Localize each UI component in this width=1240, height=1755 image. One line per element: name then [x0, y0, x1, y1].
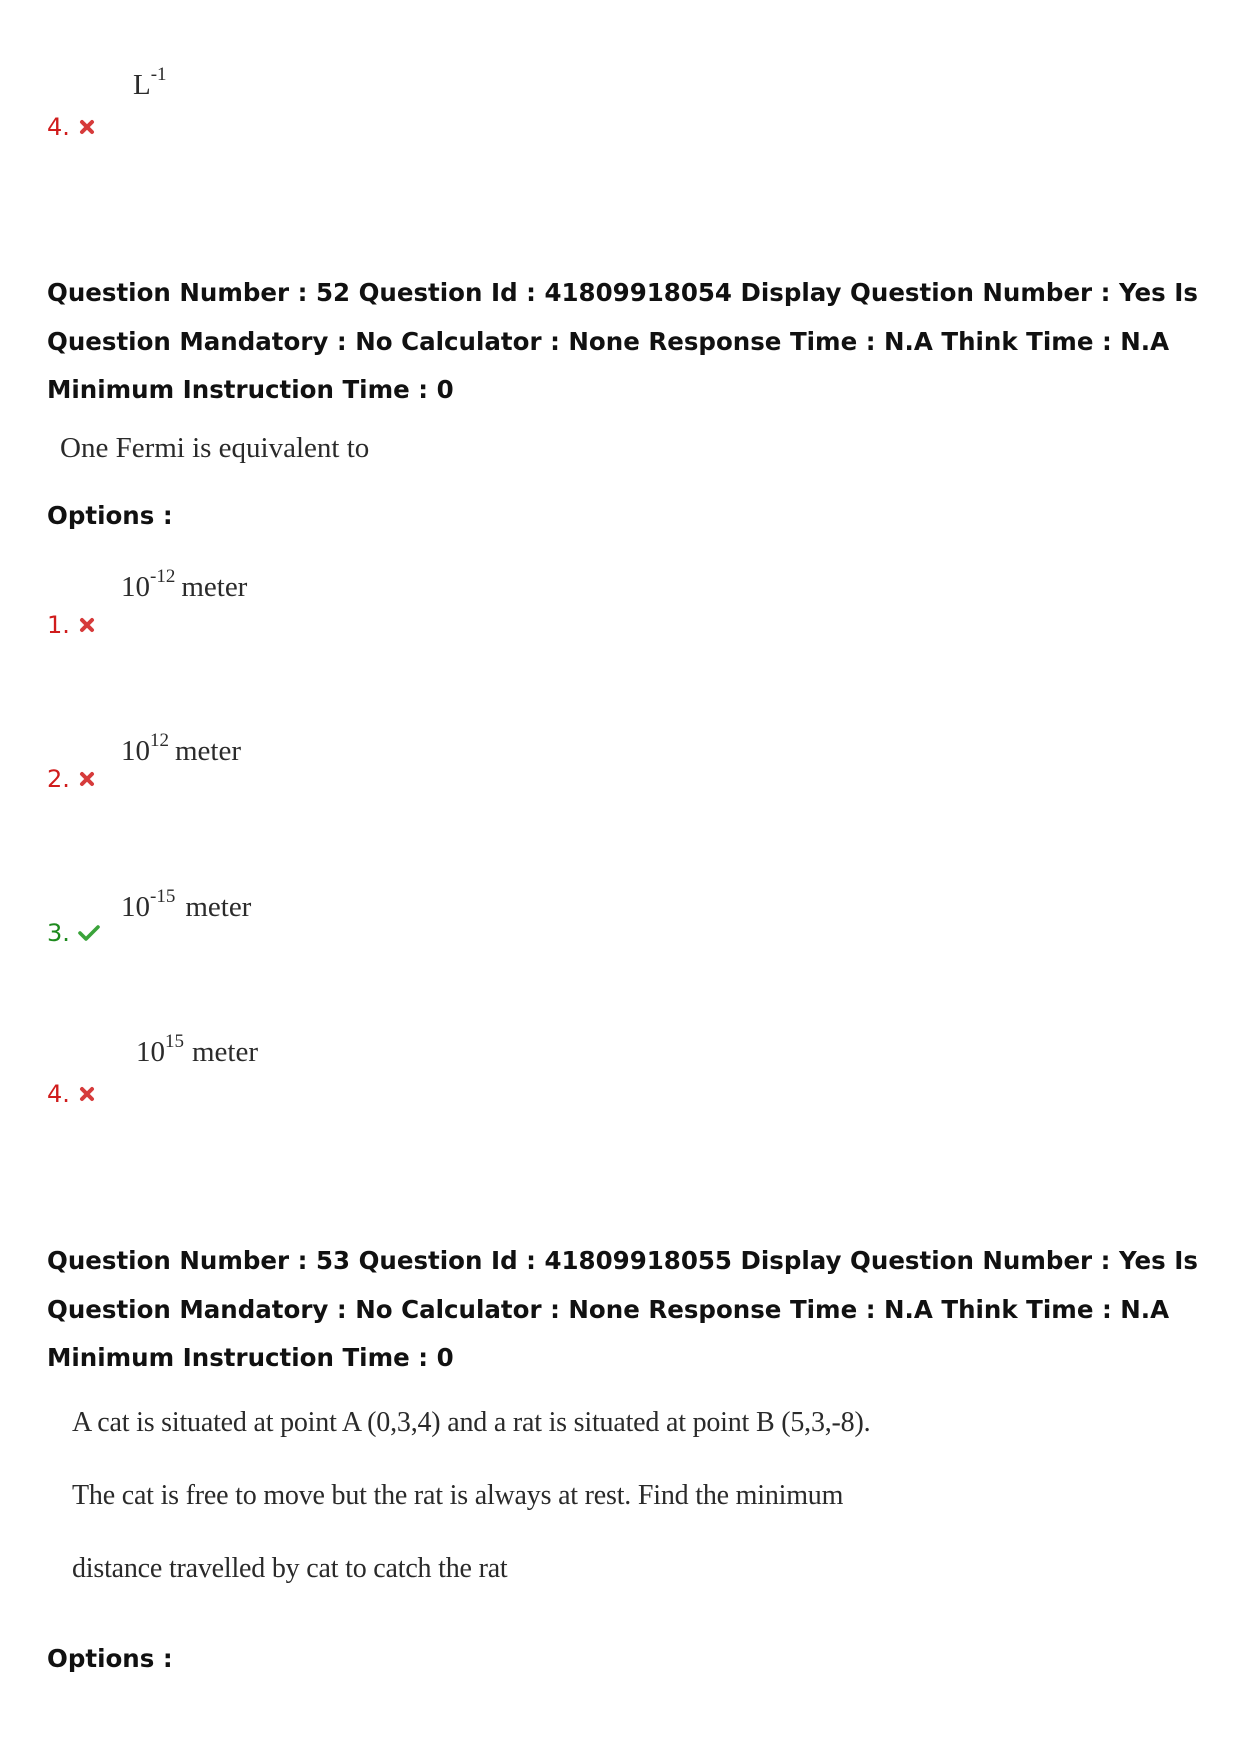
- question-52-text: One Fermi is equivalent to: [60, 432, 370, 464]
- q52-option-3-content: [121, 886, 252, 924]
- option-base: 10: [121, 891, 150, 923]
- option-number: 3.: [47, 919, 70, 947]
- check-icon: [78, 924, 100, 942]
- option-base: 10: [121, 571, 150, 603]
- option-number: 2.: [47, 765, 70, 793]
- option-base: 10: [121, 735, 150, 767]
- question-52-options-label: Options :: [47, 501, 173, 530]
- option-base: 10: [136, 1036, 165, 1068]
- question-53-text-line-3: distance travelled by cat to catch the rat: [72, 1553, 508, 1584]
- option-number: 1.: [47, 611, 70, 639]
- option-unit: meter: [192, 1036, 259, 1068]
- option-exponent: 15: [165, 1031, 184, 1053]
- prev-option-4-base: L: [133, 69, 151, 101]
- option-unit: meter: [175, 735, 242, 767]
- q52-option-4-number: [47, 1080, 96, 1108]
- option-exponent: -15: [150, 886, 176, 908]
- option-number: 4.: [47, 113, 70, 141]
- option-exponent: 12: [150, 730, 169, 752]
- question-52-header: Question Number : 52 Question Id : 41809918054 Display Question Number : Yes Is Question Mandatory : No Calculator : None Response Time : N.A Think Time : N.A Minimum Instruction Time : 0: [47, 278, 1198, 404]
- prev-option-4-content: [133, 64, 167, 102]
- cross-icon: [78, 118, 96, 136]
- q52-option-3-number: [47, 919, 100, 947]
- q52-option-1-number: [47, 611, 96, 639]
- q52-option-2-number: [47, 765, 96, 793]
- cross-icon: [78, 770, 96, 788]
- prev-option-4-number: [47, 113, 96, 141]
- cross-icon: [78, 1085, 96, 1103]
- question-53-text-line-2: The cat is free to move but the rat is always at rest. Find the minimum: [72, 1480, 844, 1511]
- q52-option-1-content: [121, 566, 248, 604]
- option-number: 4.: [47, 1080, 70, 1108]
- question-53-header: Question Number : 53 Question Id : 41809918055 Display Question Number : Yes Is Question Mandatory : No Calculator : None Response Time : N.A Think Time : N.A Minimum Instruction Time : 0: [47, 1246, 1198, 1372]
- option-exponent: -12: [150, 566, 176, 588]
- option-unit: meter: [181, 571, 248, 603]
- option-unit: meter: [185, 891, 252, 923]
- prev-option-4-exponent: -1: [150, 64, 167, 86]
- cross-icon: [78, 616, 96, 634]
- q52-option-4-content: [136, 1031, 259, 1069]
- q52-option-2-content: [121, 730, 242, 768]
- question-53-text-line-1: A cat is situated at point A (0,3,4) and a rat is situated at point B (5,3,-8).: [72, 1407, 871, 1438]
- question-53-options-label: Options :: [47, 1644, 173, 1673]
